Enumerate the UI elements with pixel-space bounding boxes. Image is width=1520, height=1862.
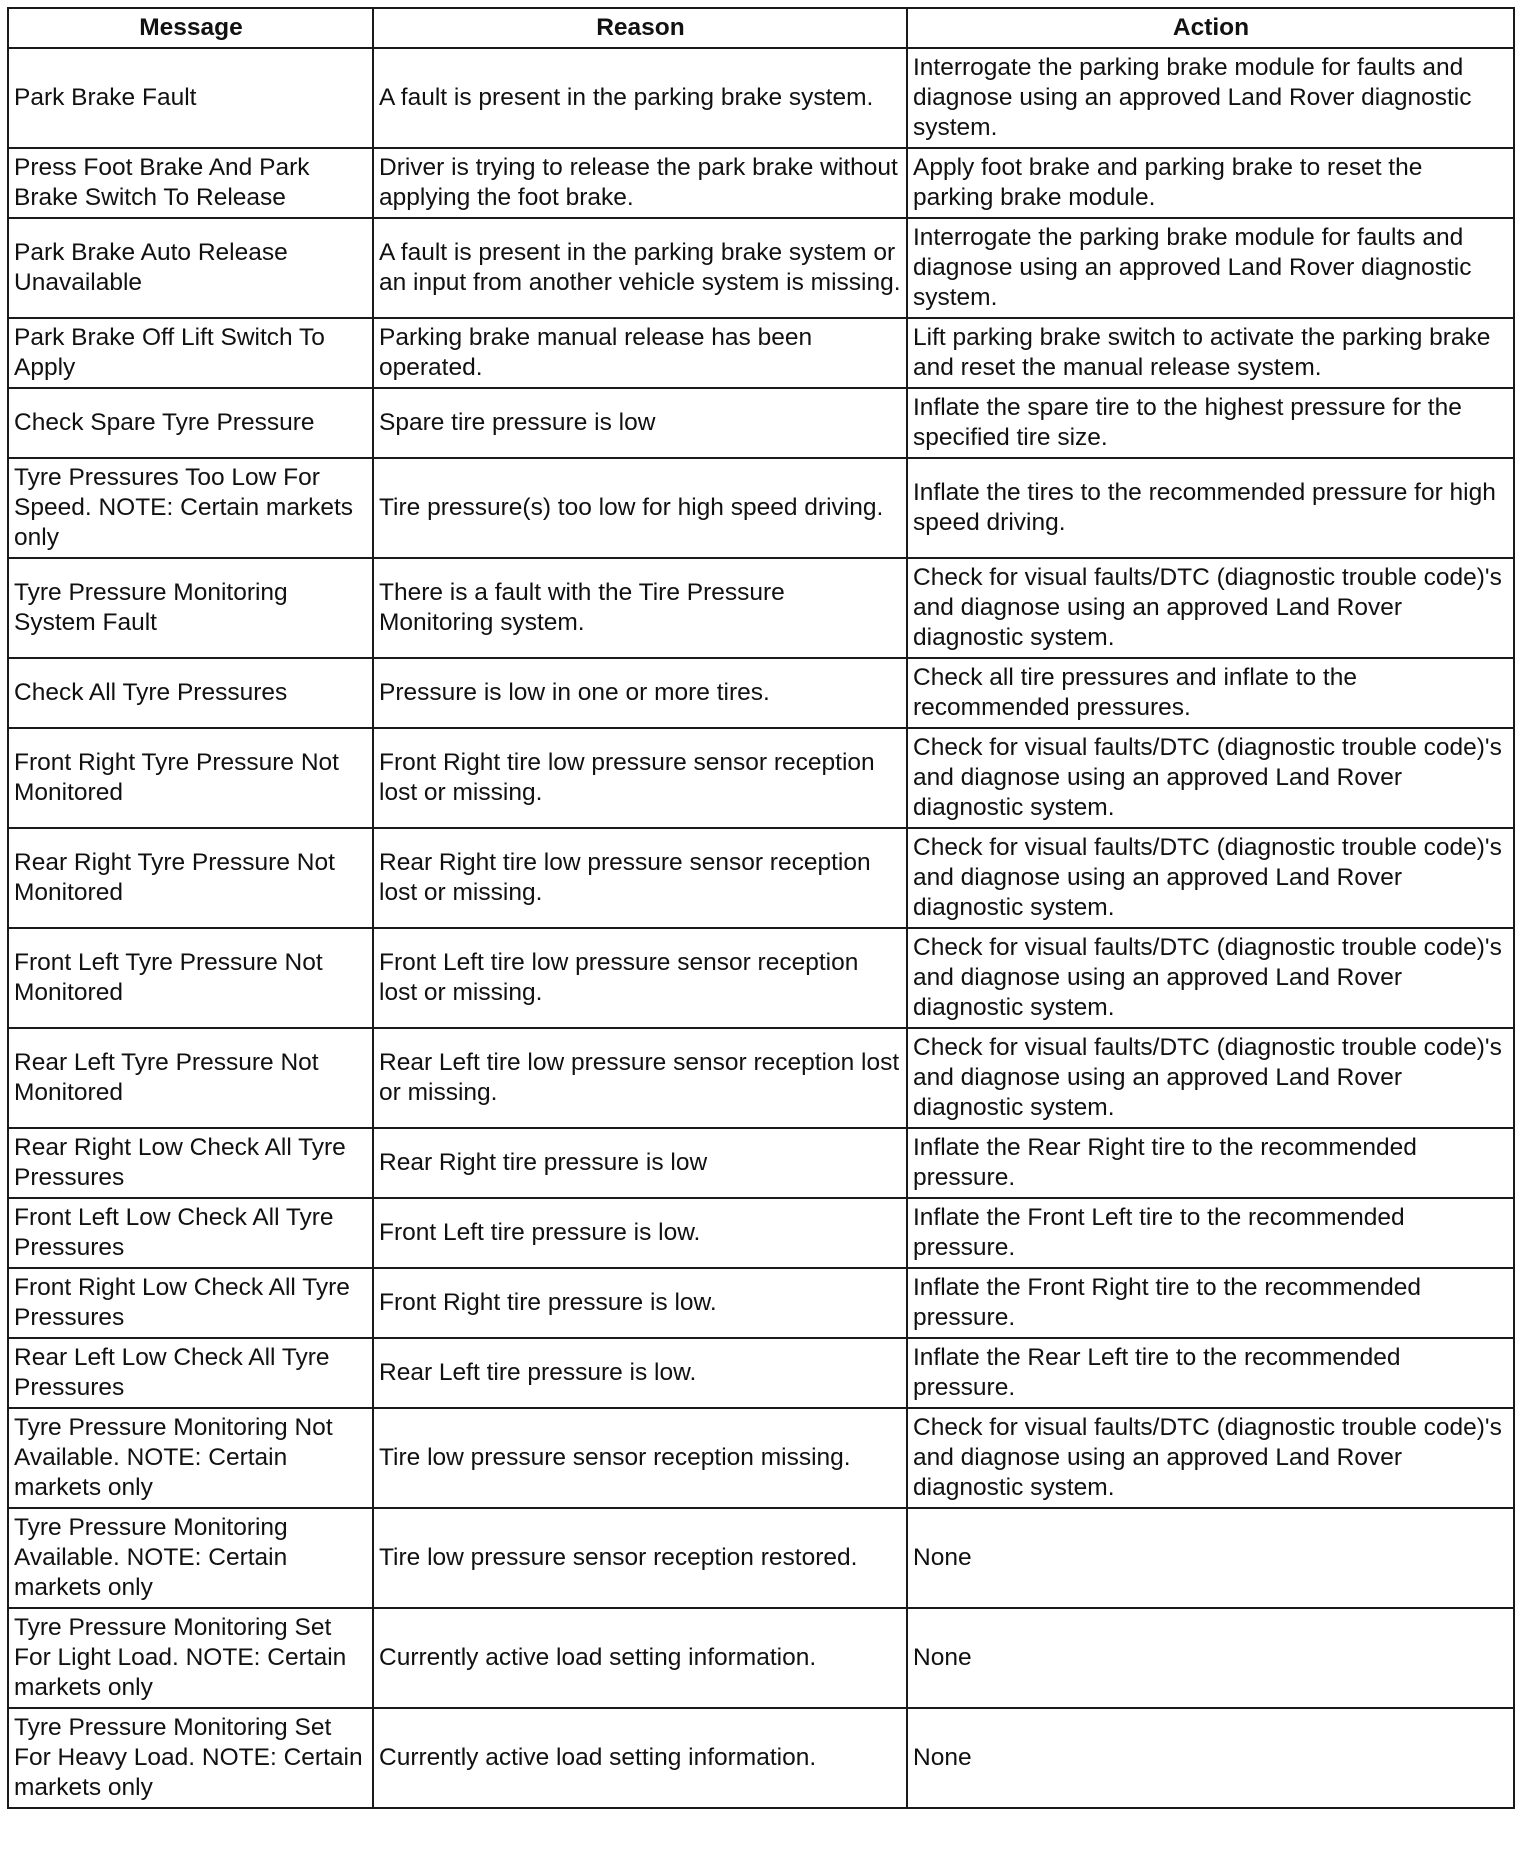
reason-cell: Spare tire pressure is low bbox=[373, 388, 907, 458]
action-cell: Inflate the Rear Right tire to the recommended pressure. bbox=[907, 1128, 1514, 1198]
message-cell: Park Brake Fault bbox=[8, 48, 373, 148]
message-cell: Tyre Pressure Monitoring Available. NOTE: Certain markets only bbox=[8, 1508, 373, 1608]
reason-cell: Rear Right tire pressure is low bbox=[373, 1128, 907, 1198]
message-cell: Check Spare Tyre Pressure bbox=[8, 388, 373, 458]
table-row bbox=[8, 928, 1514, 1028]
action-cell: Apply foot brake and parking brake to reset the parking brake module. bbox=[907, 148, 1514, 218]
reason-cell: Front Right tire pressure is low. bbox=[373, 1268, 907, 1338]
table-row bbox=[8, 458, 1514, 558]
message-cell: Rear Right Tyre Pressure Not Monitored bbox=[8, 828, 373, 928]
reason-cell: A fault is present in the parking brake system or an input from another vehicle system is missing. bbox=[373, 218, 907, 318]
action-cell: None bbox=[907, 1608, 1514, 1708]
action-cell: Inflate the Front Left tire to the recommended pressure. bbox=[907, 1198, 1514, 1268]
action-cell: None bbox=[907, 1708, 1514, 1808]
message-cell: Rear Right Low Check All Tyre Pressures bbox=[8, 1128, 373, 1198]
message-cell: Tyre Pressure Monitoring Set For Heavy Load. NOTE: Certain markets only bbox=[8, 1708, 373, 1808]
table-row bbox=[8, 1268, 1514, 1338]
message-cell: Check All Tyre Pressures bbox=[8, 658, 373, 728]
action-cell: Lift parking brake switch to activate the parking brake and reset the manual release system. bbox=[907, 318, 1514, 388]
action-cell: Interrogate the parking brake module for faults and diagnose using an approved Land Rover diagnostic system. bbox=[907, 218, 1514, 318]
reason-cell: Tire low pressure sensor reception restored. bbox=[373, 1508, 907, 1608]
reason-cell: Front Left tire pressure is low. bbox=[373, 1198, 907, 1268]
reason-cell: Currently active load setting information. bbox=[373, 1708, 907, 1808]
message-cell: Tyre Pressure Monitoring Set For Light Load. NOTE: Certain markets only bbox=[8, 1608, 373, 1708]
message-cell: Tyre Pressures Too Low For Speed. NOTE: Certain markets only bbox=[8, 458, 373, 558]
table-row bbox=[8, 1198, 1514, 1268]
action-cell: Check for visual faults/DTC (diagnostic trouble code)'s and diagnose using an approved Land Rover diagnostic system. bbox=[907, 1408, 1514, 1508]
table-row bbox=[8, 1028, 1514, 1128]
action-cell: Check all tire pressures and inflate to the recommended pressures. bbox=[907, 658, 1514, 728]
message-cell: Tyre Pressure Monitoring Not Available. NOTE: Certain markets only bbox=[8, 1408, 373, 1508]
action-cell: None bbox=[907, 1508, 1514, 1608]
action-cell: Check for visual faults/DTC (diagnostic trouble code)'s and diagnose using an approved Land Rover diagnostic system. bbox=[907, 728, 1514, 828]
message-cell: Park Brake Auto Release Unavailable bbox=[8, 218, 373, 318]
message-cell: Tyre Pressure Monitoring System Fault bbox=[8, 558, 373, 658]
table-row bbox=[8, 1408, 1514, 1508]
table-row bbox=[8, 1708, 1514, 1808]
message-cell: Front Right Low Check All Tyre Pressures bbox=[8, 1268, 373, 1338]
action-cell: Check for visual faults/DTC (diagnostic trouble code)'s and diagnose using an approved Land Rover diagnostic system. bbox=[907, 1028, 1514, 1128]
table-row bbox=[8, 728, 1514, 828]
message-cell: Front Left Low Check All Tyre Pressures bbox=[8, 1198, 373, 1268]
header-row bbox=[8, 8, 1514, 48]
action-cell: Check for visual faults/DTC (diagnostic trouble code)'s and diagnose using an approved Land Rover diagnostic system. bbox=[907, 558, 1514, 658]
reason-cell: Driver is trying to release the park brake without applying the foot brake. bbox=[373, 148, 907, 218]
reason-cell: Pressure is low in one or more tires. bbox=[373, 658, 907, 728]
action-cell: Inflate the Front Right tire to the recommended pressure. bbox=[907, 1268, 1514, 1338]
table-row bbox=[8, 828, 1514, 928]
reason-cell: Rear Left tire pressure is low. bbox=[373, 1338, 907, 1408]
table-body bbox=[8, 48, 1514, 1808]
table-row bbox=[8, 558, 1514, 658]
reason-cell: There is a fault with the Tire Pressure Monitoring system. bbox=[373, 558, 907, 658]
reason-cell: Rear Left tire low pressure sensor reception lost or missing. bbox=[373, 1028, 907, 1128]
message-cell: Park Brake Off Lift Switch To Apply bbox=[8, 318, 373, 388]
reason-cell: Rear Right tire low pressure sensor reception lost or missing. bbox=[373, 828, 907, 928]
action-cell: Inflate the tires to the recommended pressure for high speed driving. bbox=[907, 458, 1514, 558]
table-row bbox=[8, 48, 1514, 148]
action-cell: Inflate the spare tire to the highest pressure for the specified tire size. bbox=[907, 388, 1514, 458]
column-header-reason: Reason bbox=[373, 8, 907, 48]
reason-cell: Currently active load setting information. bbox=[373, 1608, 907, 1708]
action-cell: Check for visual faults/DTC (diagnostic trouble code)'s and diagnose using an approved Land Rover diagnostic system. bbox=[907, 928, 1514, 1028]
message-cell: Rear Left Low Check All Tyre Pressures bbox=[8, 1338, 373, 1408]
message-cell: Front Left Tyre Pressure Not Monitored bbox=[8, 928, 373, 1028]
reason-cell: Front Left tire low pressure sensor reception lost or missing. bbox=[373, 928, 907, 1028]
message-cell: Front Right Tyre Pressure Not Monitored bbox=[8, 728, 373, 828]
table-row bbox=[8, 1128, 1514, 1198]
table-header bbox=[8, 8, 1514, 48]
message-cell: Rear Left Tyre Pressure Not Monitored bbox=[8, 1028, 373, 1128]
message-table bbox=[7, 7, 1515, 1809]
table-row bbox=[8, 318, 1514, 388]
column-header-action: Action bbox=[907, 8, 1514, 48]
reason-cell: Tire pressure(s) too low for high speed driving. bbox=[373, 458, 907, 558]
table-row bbox=[8, 1508, 1514, 1608]
table-row bbox=[8, 1608, 1514, 1708]
reason-cell: Front Right tire low pressure sensor reception lost or missing. bbox=[373, 728, 907, 828]
reason-cell: Parking brake manual release has been operated. bbox=[373, 318, 907, 388]
column-header-message: Message bbox=[8, 8, 373, 48]
table-row bbox=[8, 1338, 1514, 1408]
action-cell: Check for visual faults/DTC (diagnostic trouble code)'s and diagnose using an approved Land Rover diagnostic system. bbox=[907, 828, 1514, 928]
table-row bbox=[8, 658, 1514, 728]
table-row bbox=[8, 218, 1514, 318]
table-row bbox=[8, 148, 1514, 218]
reason-cell: A fault is present in the parking brake system. bbox=[373, 48, 907, 148]
table-row bbox=[8, 388, 1514, 458]
action-cell: Interrogate the parking brake module for faults and diagnose using an approved Land Rover diagnostic system. bbox=[907, 48, 1514, 148]
message-cell: Press Foot Brake And Park Brake Switch To Release bbox=[8, 148, 373, 218]
action-cell: Inflate the Rear Left tire to the recommended pressure. bbox=[907, 1338, 1514, 1408]
reason-cell: Tire low pressure sensor reception missing. bbox=[373, 1408, 907, 1508]
